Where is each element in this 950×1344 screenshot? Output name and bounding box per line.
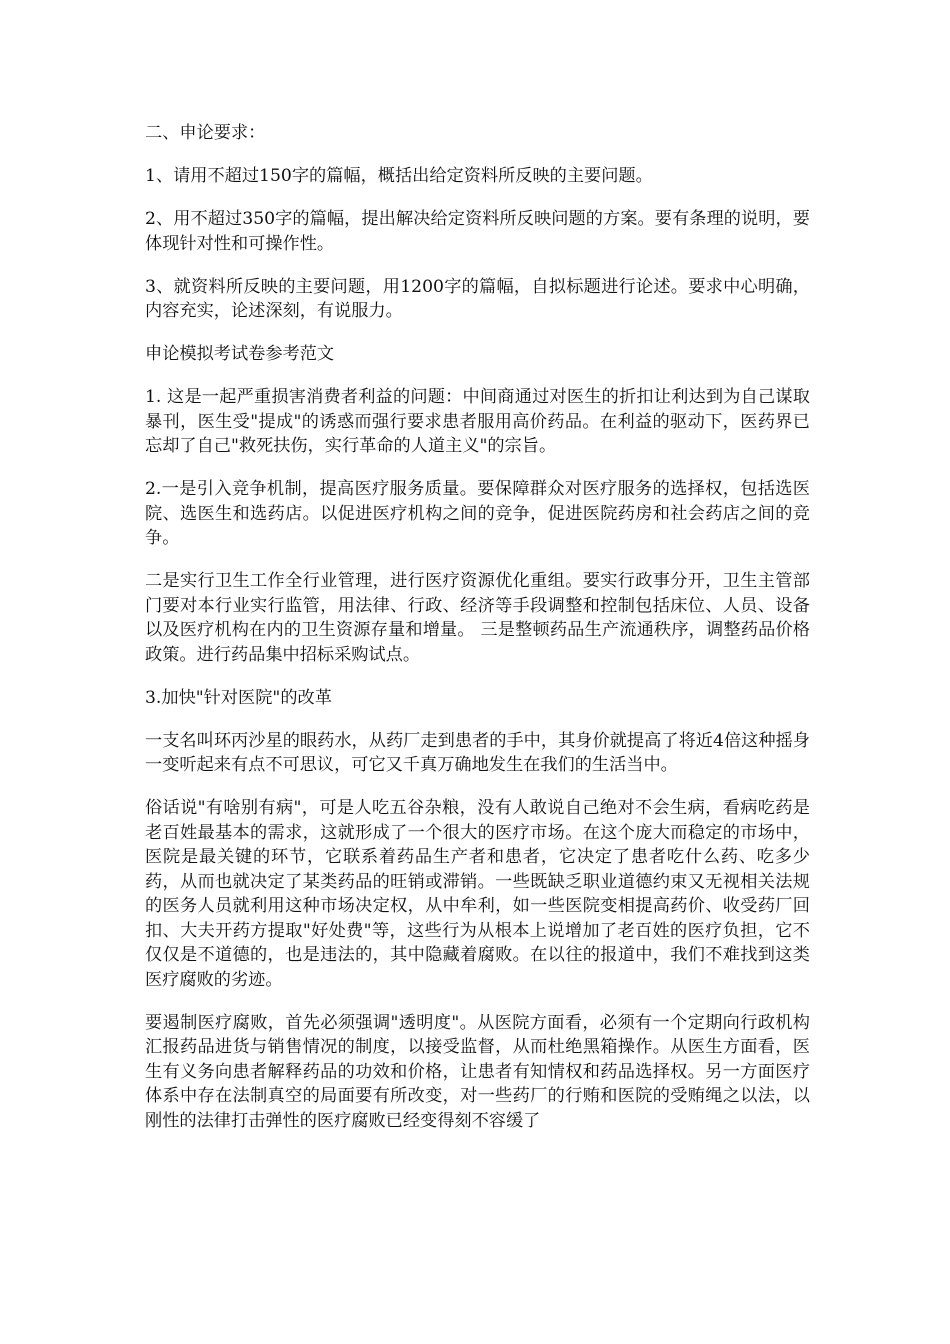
sample-essay-title: 申论模拟考试卷参考范文 (145, 344, 335, 364)
requirement-2: 2、用不超过350字的篇幅，提出解决给定资料所反映问题的方案。要有条理的说明，要体现针对性和可操作性。 (145, 209, 810, 254)
answer-2-part-1: 2.一是引入竞争机制，提高医疗服务质量。要保障群众对医疗服务的选择权，包括选医院、选医生和选药店。以促进医疗机构之间的竞争，促进医院药房和社会药店之间的竞争。 (145, 479, 810, 548)
answer-1: 1. 这是一起严重损害消费者利益的问题：中间商通过对医生的折扣让利达到为自己谋取暴刊，医生受"提成"的诱惑而强行要求患者服用高价药品。在利益的驱动下，医药界已忘却了自己"救死扶伤，实行革命的人道主义"的宗旨。 (145, 387, 810, 456)
answer-2-part-2: 二是实行卫生工作全行业管理，进行医疗资源优化重组。要实行政事分开，卫生主管部门要对本行业实行监管，用法律、行政、经济等手段调整和控制包括床位、人员、设备以及医疗机构在内的卫生资源存量和增量。 三是整顿药品生产流通秩序，调整药品价格政策。进行药品集中招标采购试点。 (145, 571, 810, 665)
section-heading-requirements: 二、申论要求： (145, 123, 266, 143)
essay-paragraph-3: 要遏制医疗腐败，首先必须强调"透明度"。从医院方面看，必须有一个定期向行政机构汇报药品进货与销售情况的制度，以接受监督，从而杜绝黑箱操作。从医生方面看，医生有义务向患者解释药品的功效和价格，让患者有知情权和药品选择权。另一方面医疗体系中存在法制真空的局面要有所改变，对一些药厂的行贿和医院的受贿绳之以法，以刚性的法律打击弹性的医疗腐败已经变得刻不容缓了 (145, 1012, 810, 1131)
essay-paragraph-2: 俗话说"有啥别有病"，可是人吃五谷杂粮，没有人敢说自己绝对不会生病，看病吃药是老百姓最基本的需求，这就形成了一个很大的医疗市场。在这个庞大而稳定的市场中，医院是最关键的环节，它联系着药品生产者和患者，它决定了患者吃什么药、吃多少药，从而也就决定了某类药品的旺销或滞销。一些既缺乏职业道德约束又无视相关法规的医务人员就利用这种市场决定权，从中牟利，如一些医院变相提高药价、收受药厂回扣、大夫开药方提取"好处费"等，这些行为从根本上说增加了老百姓的医疗负担，它不仅仅是不道德的，也是违法的，其中隐藏着腐败。在以往的报道中，我们不难找到这类医疗腐败的劣迹。 (145, 798, 810, 990)
essay-paragraph-1: 一支名叫环丙沙星的眼药水，从药厂走到患者的手中，其身价就提高了将近4倍这种摇身一变听起来有点不可思议，可它又千真万确地发生在我们的生活当中。 (145, 730, 810, 775)
answer-3-title: 3.加快"针对医院"的改革 (145, 687, 332, 708)
requirement-1: 1、请用不超过150字的篇幅，概括出给定资料所反映的主要问题。 (145, 166, 653, 186)
document-body (145, 121, 810, 1152)
requirement-3: 3、就资料所反映的主要问题，用1200字的篇幅，自拟标题进行论述。要求中心明确，内容充实，论述深刻，有说服力。 (145, 276, 810, 321)
